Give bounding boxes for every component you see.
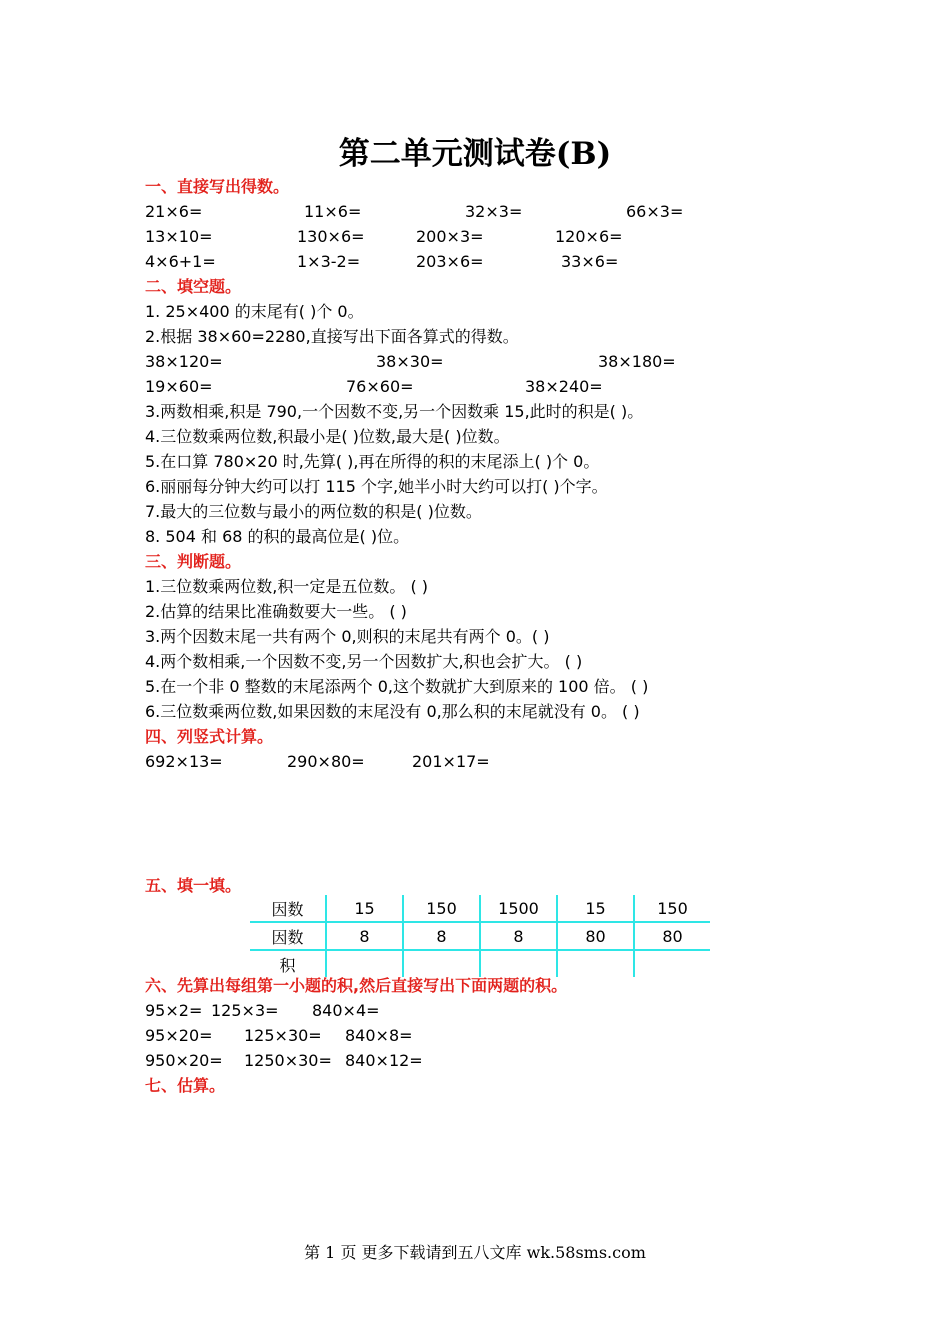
s6-item: 125×3=	[211, 1001, 279, 1020]
s6-item: 840×8=	[345, 1026, 413, 1045]
s1-row-2	[145, 224, 845, 249]
s2-row-a	[145, 349, 845, 374]
page-title: 第二单元测试卷(B)	[338, 136, 612, 172]
s1-row-3	[145, 249, 845, 274]
s1-item: 66×3=	[626, 202, 684, 221]
section-7-heading: 七、估算。	[145, 1076, 226, 1095]
s6-item: 840×4=	[312, 1001, 380, 1020]
s2-item: 38×180=	[598, 352, 676, 371]
s2-question-7: 7.最大的三位数与最小的两位数的积是( )位数。	[145, 502, 482, 521]
table-row	[250, 922, 710, 950]
section-5-heading: 五、填一填。	[145, 876, 242, 895]
table-cell: 8	[480, 922, 557, 950]
s1-item: 13×10=	[145, 227, 213, 246]
s1-item: 32×3=	[465, 202, 523, 221]
page-footer: 第 1 页 更多下载请到五八文库 wk.58sms.com	[304, 1243, 646, 1262]
s2-item: 38×120=	[145, 352, 223, 371]
table-cell: 15	[326, 895, 403, 922]
factor-table	[250, 895, 710, 977]
s6-item: 1250×30=	[244, 1051, 332, 1070]
section-1-heading: 一、直接写出得数。	[145, 177, 290, 196]
table-cell: 150	[634, 895, 710, 922]
s2-row-b	[145, 374, 845, 399]
table-cell: 150	[403, 895, 480, 922]
s2-question-4: 4.三位数乘两位数,积最小是( )位数,最大是( )位数。	[145, 427, 510, 446]
s2-question-5: 5.在口算 780×20 时,先算( ),再在所得的积的末尾添上( )个 0。	[145, 452, 600, 471]
s1-item: 33×6=	[561, 252, 619, 271]
table-cell: 80	[557, 922, 634, 950]
answer-cell[interactable]	[557, 950, 634, 977]
table-cell: 8	[326, 922, 403, 950]
section-3-heading: 三、判断题。	[145, 552, 242, 571]
s6-row-1	[145, 998, 545, 1023]
s4-row	[145, 749, 645, 774]
s1-item: 203×6=	[416, 252, 484, 271]
s3-question: 6.三位数乘两位数,如果因数的末尾没有 0,那么积的末尾就没有 0。 ( )	[145, 702, 640, 721]
s6-row-2	[145, 1023, 545, 1048]
s3-question: 5.在一个非 0 整数的末尾添两个 0,这个数就扩大到原来的 100 倍。 ( )	[145, 677, 649, 696]
s3-question: 2.估算的结果比准确数要大一些。 ( )	[145, 602, 407, 621]
s2-item: 38×240=	[525, 377, 603, 396]
s6-item: 125×30=	[244, 1026, 322, 1045]
s2-question-8: 8. 504 和 68 的积的最高位是( )位。	[145, 527, 410, 546]
s1-item: 11×6=	[304, 202, 362, 221]
s3-question: 1.三位数乘两位数,积一定是五位数。 ( )	[145, 577, 429, 596]
table-cell: 因数	[250, 922, 326, 950]
s2-item: 76×60=	[346, 377, 414, 396]
s2-question-6: 6.丽丽每分钟大约可以打 115 个字,她半小时大约可以打( )个字。	[145, 477, 608, 496]
s4-item: 290×80=	[287, 752, 365, 771]
s1-item: 1×3-2=	[297, 252, 361, 271]
section-6-heading: 六、先算出每组第一小题的积,然后直接写出下面两题的积。	[145, 976, 568, 995]
s6-item: 950×20=	[145, 1051, 223, 1070]
s1-item: 120×6=	[555, 227, 623, 246]
s1-item: 4×6+1=	[145, 252, 216, 271]
s1-row-1	[145, 199, 845, 224]
s2-question-2: 2.根据 38×60=2280,直接写出下面各算式的得数。	[145, 327, 519, 346]
table-cell: 8	[403, 922, 480, 950]
s2-question-1: 1. 25×400 的末尾有( )个 0。	[145, 302, 364, 321]
s2-item: 38×30=	[376, 352, 444, 371]
s6-item: 95×20=	[145, 1026, 213, 1045]
table-row	[250, 895, 710, 922]
s2-question-3: 3.两数相乘,积是 790,一个因数不变,另一个因数乘 15,此时的积是( )。	[145, 402, 644, 421]
s3-question: 3.两个因数末尾一共有两个 0,则积的末尾共有两个 0。( )	[145, 627, 550, 646]
s4-item: 201×17=	[412, 752, 490, 771]
s6-item: 95×2=	[145, 1001, 203, 1020]
s6-item: 840×12=	[345, 1051, 423, 1070]
s4-item: 692×13=	[145, 752, 223, 771]
table-cell: 1500	[480, 895, 557, 922]
s1-item: 21×6=	[145, 202, 203, 221]
table-cell: 15	[557, 895, 634, 922]
section-4-heading: 四、列竖式计算。	[145, 727, 274, 746]
s3-question: 4.两个数相乘,一个因数不变,另一个因数扩大,积也会扩大。 ( )	[145, 652, 583, 671]
s1-item: 200×3=	[416, 227, 484, 246]
table-cell: 积	[279, 955, 296, 975]
table-cell: 80	[634, 922, 710, 950]
answer-cell[interactable]	[634, 950, 710, 977]
s1-item: 130×6=	[297, 227, 365, 246]
s2-item: 19×60=	[145, 377, 213, 396]
s6-row-3	[145, 1048, 545, 1073]
table-cell: 因数	[250, 895, 326, 922]
section-2-heading: 二、填空题。	[145, 277, 242, 296]
